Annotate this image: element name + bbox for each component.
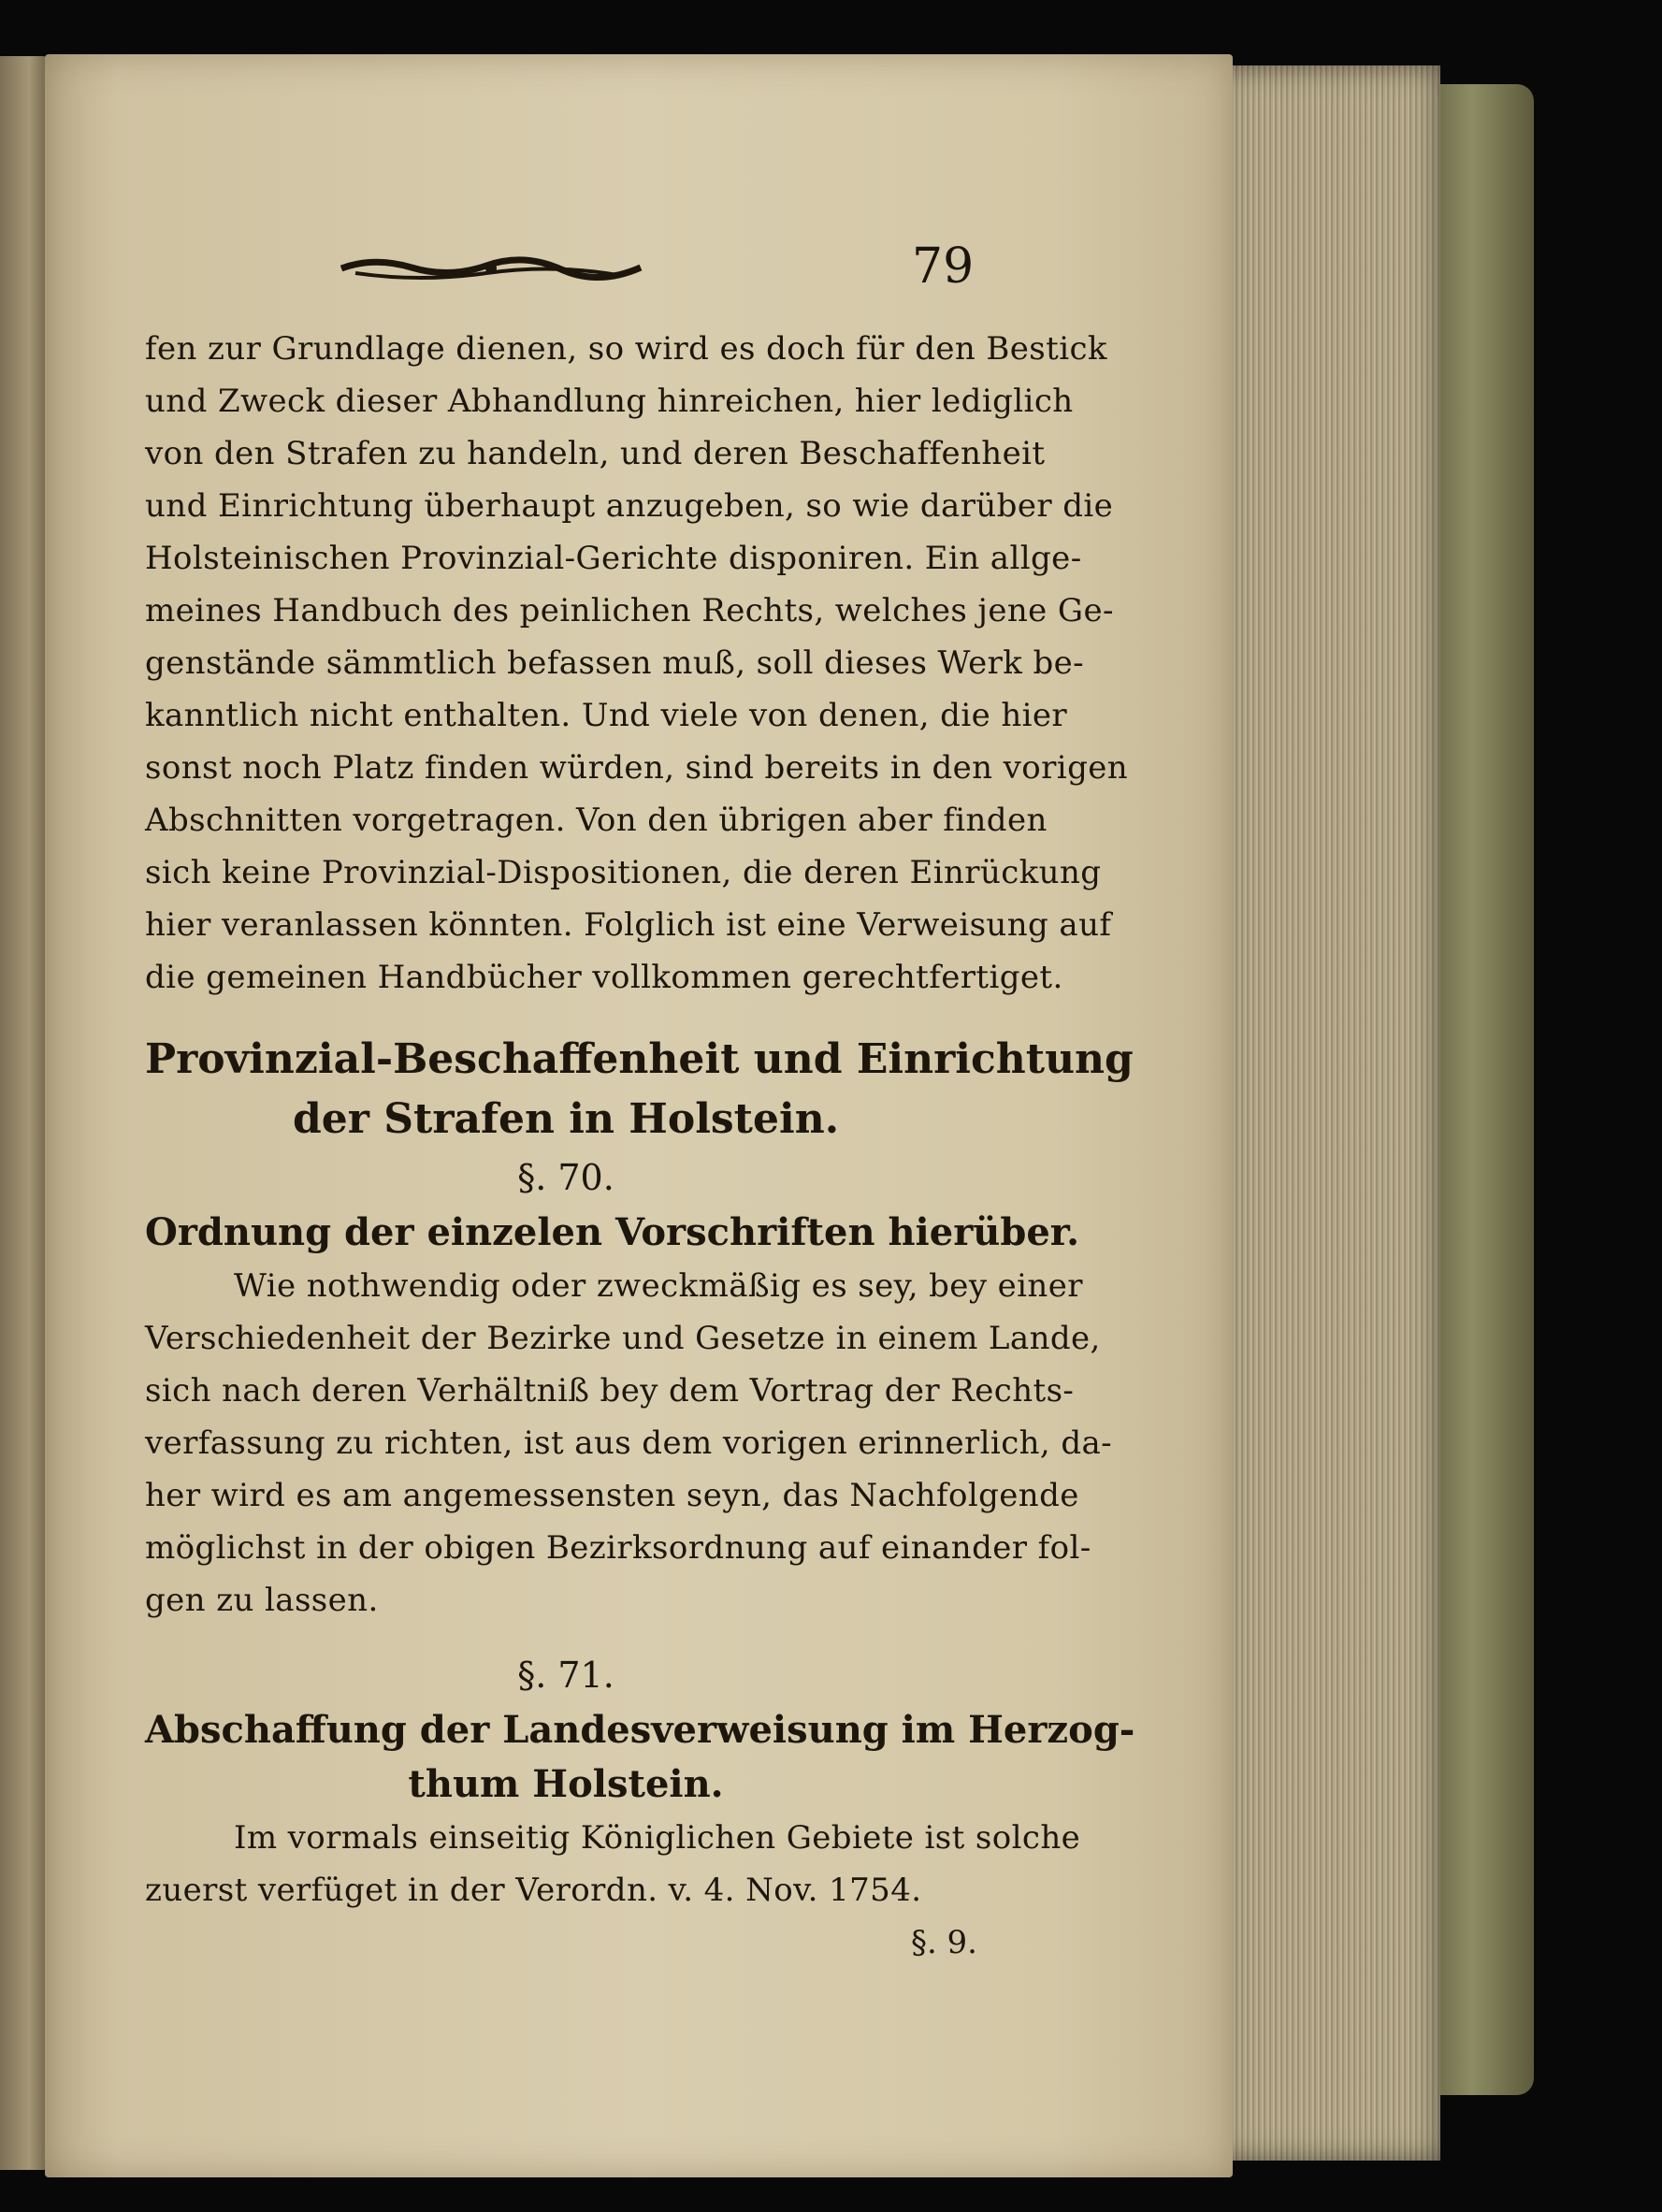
left-page-edge [0,56,49,2170]
text-line: Im vormals einseitig Königlichen Gebiete ist solche [234,1819,1081,1857]
paragraph-title-71: thum Holstein. [408,1762,724,1806]
text-line: fen zur Grundlage dienen, so wird es doch für den Bestick [145,330,1107,368]
text-line: zuerst verfüget in der Verordn. v. 4. Nov. 1754. [145,1872,922,1909]
text-line: Wie nothwendig oder zweckmäßig es sey, bey einer [234,1267,1083,1305]
text-line: die gemeinen Handbücher vollkommen gerechtfertiget. [145,959,1063,996]
section-heading-line: der Strafen in Holstein. [292,1095,840,1143]
paragraph-mark-70: §. 70. [517,1157,614,1198]
text-line: hier veranlassen könnten. Folglich ist eine Verweisung auf [145,906,1112,944]
text-line: sich keine Provinzial-Dispositionen, die deren Einrückung [145,854,1102,891]
paragraph-intro [145,323,1129,1004]
catchword: §. 9. [910,1924,977,1961]
text-line: meines Handbuch des peinlichen Rechts, welches jene Ge- [145,592,1114,629]
book-cover [1431,84,1534,2095]
section-heading-line: Provinzial-Beschaffenheit und Einrichtung [145,1035,1134,1083]
page-number: 79 [912,239,975,295]
paragraph-title-71: Abschaffung der Landesverweisung im Herzog- [145,1708,1135,1752]
page-body [145,323,1135,1969]
text-line: Holsteinischen Provinzial-Gerichte disponiren. Ein allge- [145,540,1082,577]
printer-ornament [337,254,645,282]
paragraph-title-70: Ordnung der einzelen Vorschriften hierüber. [145,1210,1080,1254]
text-line: verfassung zu richten, ist aus dem vorigen erinnerlich, da- [145,1424,1113,1462]
text-line: von den Strafen zu handeln, und deren Beschaffenheit [145,435,1046,472]
paragraph-70-text [145,1260,1113,1626]
text-line: und Zweck dieser Abhandlung hinreichen, hier lediglich [145,383,1074,420]
text-line: gen zu lassen. [145,1582,379,1619]
text-line: sich nach deren Verhältniß bey dem Vortrag der Rechts- [145,1372,1075,1410]
text-line: und Einrichtung überhaupt anzugeben, so wie darüber die [145,487,1114,525]
paragraph-71-text [145,1812,1081,1916]
text-line: sonst noch Platz finden würden, sind bereits in den vorigen [145,749,1129,787]
text-line: möglichst in der obigen Bezirksordnung auf einander fol- [145,1529,1091,1567]
page-fore-edge [1216,65,1440,2161]
text-line: Verschiedenheit der Bezirke und Gesetze in einem Lande, [145,1320,1101,1357]
text-line: kanntlich nicht enthalten. Und viele von denen, die hier [145,697,1068,734]
text-line: her wird es am angemessensten seyn, das Nachfolgende [145,1477,1079,1514]
text-line: Abschnitten vorgetragen. Von den übrigen aber finden [145,802,1048,839]
paragraph-mark-71: §. 71. [517,1655,614,1696]
text-line: genstände sämmtlich befassen muß, soll dieses Werk be- [145,644,1085,682]
